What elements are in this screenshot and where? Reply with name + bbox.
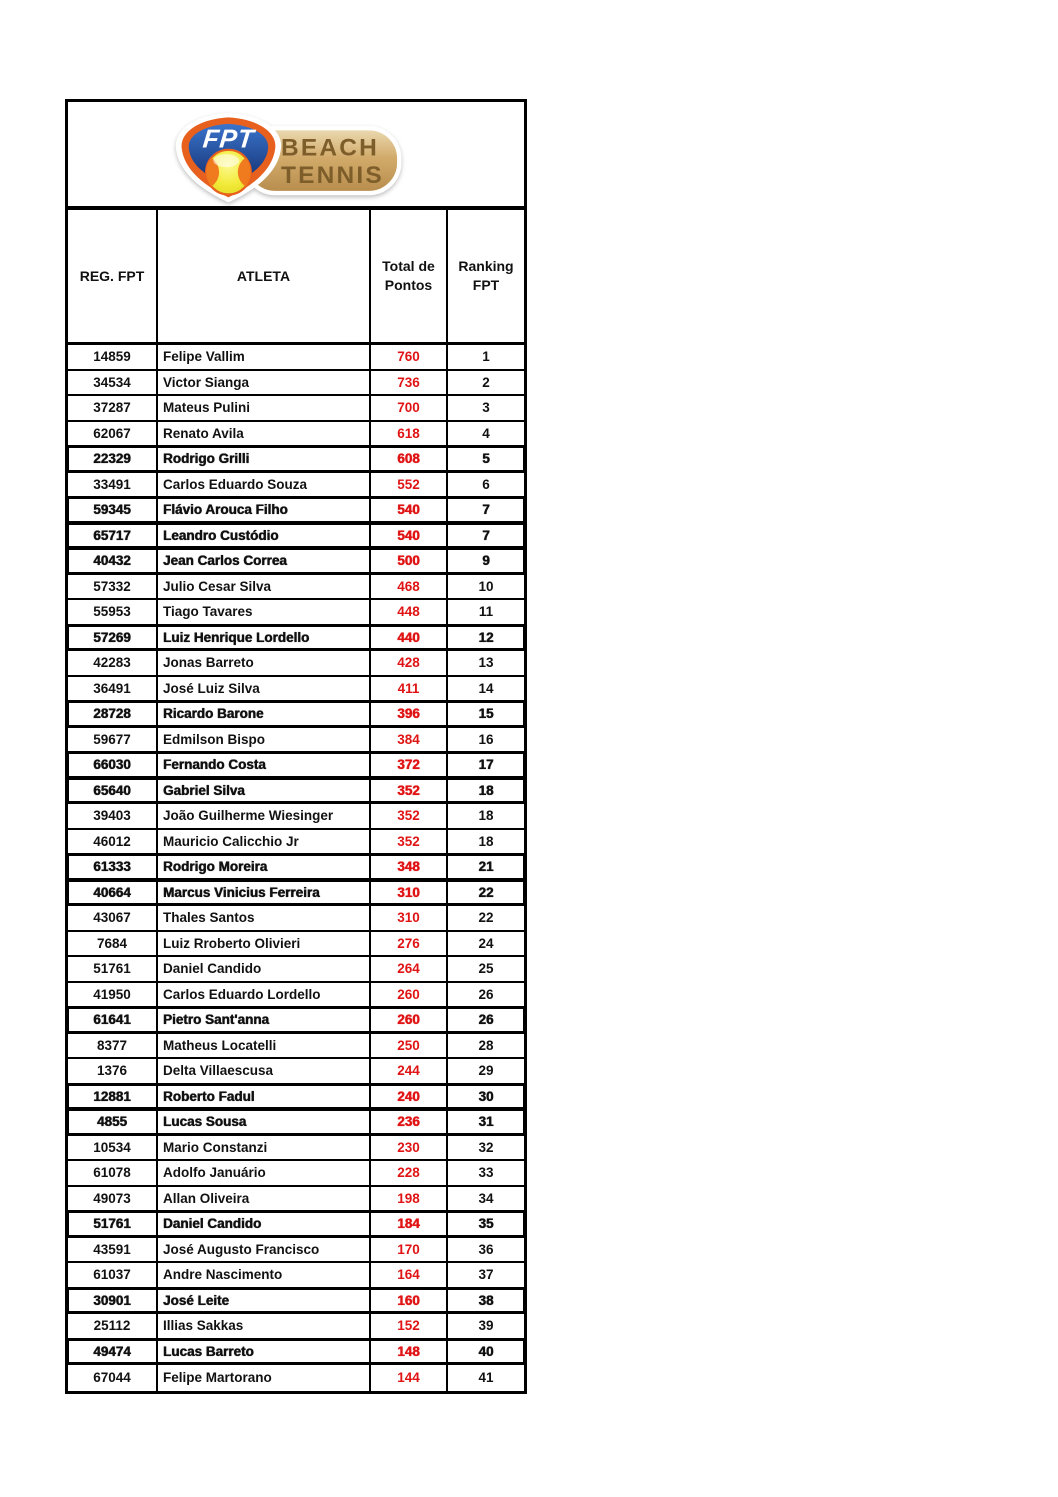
logo-tennis-label: TENNIS — [281, 161, 384, 189]
reg-cell: 59677 — [68, 728, 158, 752]
ranking-cell: 18 — [478, 833, 494, 849]
athlete-name-cell: Renato Avila — [158, 422, 371, 446]
athlete-name-cell: Delta Villaescusa — [158, 1059, 371, 1083]
table-row — [68, 1238, 524, 1264]
reg-cell: 42283 — [68, 651, 158, 675]
points-cell: 468 — [371, 575, 448, 599]
reg-cell: 61078 — [68, 1161, 158, 1185]
reg-cell: 55953 — [68, 600, 158, 624]
points-cell: 144 — [371, 1365, 448, 1391]
athlete-name-cell: Carlos Eduardo Lordello — [158, 983, 371, 1007]
ranking-cell: 10 — [478, 578, 494, 594]
points-cell: 500 — [371, 549, 448, 573]
athlete-name-cell: Flávio Arouca Filho — [158, 498, 371, 522]
points-cell: 250 — [371, 1034, 448, 1058]
ranking-cell: 17 — [478, 757, 494, 773]
table-row — [68, 932, 524, 958]
header-reg-fpt: REG. FPT — [68, 210, 158, 342]
athlete-name-cell: Felipe Martorano — [158, 1365, 371, 1391]
ranking-cell: 6 — [482, 476, 490, 492]
table-row — [68, 881, 524, 907]
reg-cell: 7684 — [68, 932, 158, 956]
reg-cell: 43591 — [68, 1238, 158, 1262]
points-cell: 198 — [371, 1187, 448, 1211]
athlete-name-cell: Felipe Vallim — [158, 345, 371, 369]
ranking-cell: 35 — [478, 1216, 494, 1232]
reg-cell: 61333 — [68, 855, 158, 879]
athlete-name-cell: Tiago Tavares — [158, 600, 371, 624]
ranking-cell: 41 — [478, 1370, 494, 1386]
table-row — [68, 1187, 524, 1213]
reg-cell: 40664 — [68, 881, 158, 905]
reg-cell: 67044 — [68, 1365, 158, 1391]
ranking-cell: 33 — [478, 1165, 494, 1181]
points-cell: 260 — [371, 1008, 448, 1032]
points-cell: 310 — [371, 906, 448, 930]
ranking-cell: 30 — [478, 1088, 494, 1104]
ranking-cell: 11 — [478, 604, 494, 620]
athlete-name-cell: Mario Constanzi — [158, 1136, 371, 1160]
points-cell: 608 — [371, 447, 448, 471]
points-cell: 540 — [371, 498, 448, 522]
table-row — [68, 1289, 524, 1315]
reg-cell: 41950 — [68, 983, 158, 1007]
reg-cell: 37287 — [68, 396, 158, 420]
reg-cell: 57332 — [68, 575, 158, 599]
ranking-cell: 7 — [482, 502, 490, 518]
reg-cell: 39403 — [68, 804, 158, 828]
table-row — [68, 906, 524, 932]
ranking-cell: 21 — [478, 859, 494, 875]
reg-cell: 46012 — [68, 830, 158, 854]
athlete-name-cell: Julio Cesar Silva — [158, 575, 371, 599]
table-row — [68, 1008, 524, 1034]
reg-cell: 1376 — [68, 1059, 158, 1083]
reg-cell: 51761 — [68, 1212, 158, 1236]
ranking-cell: 1 — [482, 349, 490, 365]
reg-cell: 65717 — [68, 524, 158, 548]
logo-beach-label: BEACH — [281, 134, 379, 162]
logo-box — [65, 99, 527, 210]
points-cell: 372 — [371, 753, 448, 777]
points-cell: 440 — [371, 626, 448, 650]
points-cell: 396 — [371, 702, 448, 726]
table-row — [68, 1136, 524, 1162]
ranking-cell: 24 — [478, 935, 494, 951]
header-total-pontos: Total de Pontos — [371, 210, 448, 342]
header-ranking-fpt: Ranking FPT — [458, 258, 514, 293]
athlete-name-cell: Pietro Sant'anna — [158, 1008, 371, 1032]
table-row — [68, 345, 524, 371]
reg-cell: 49073 — [68, 1187, 158, 1211]
athlete-name-cell: Roberto Fadul — [158, 1085, 371, 1109]
ranking-cell: 25 — [478, 961, 494, 977]
athlete-name-cell: Fernando Costa — [158, 753, 371, 777]
ranking-cell: 13 — [478, 655, 494, 671]
ranking-cell: 36 — [478, 1241, 494, 1257]
athlete-name-cell: Rodrigo Grilli — [158, 447, 371, 471]
points-cell: 160 — [371, 1289, 448, 1313]
table-row — [68, 651, 524, 677]
athlete-name-cell: João Guilherme Wiesinger — [158, 804, 371, 828]
table-row — [68, 983, 524, 1009]
points-cell: 228 — [371, 1161, 448, 1185]
table-row — [68, 702, 524, 728]
ranking-cell: 39 — [478, 1318, 494, 1334]
athlete-name-cell: Allan Oliveira — [158, 1187, 371, 1211]
points-cell: 384 — [371, 728, 448, 752]
table-row — [68, 1212, 524, 1238]
athlete-name-cell: Matheus Locatelli — [158, 1034, 371, 1058]
table-row — [68, 1085, 524, 1111]
table-row — [68, 626, 524, 652]
reg-cell: 14859 — [68, 345, 158, 369]
ranking-cell: 3 — [482, 400, 490, 416]
points-cell: 244 — [371, 1059, 448, 1083]
reg-cell: 62067 — [68, 422, 158, 446]
points-cell: 260 — [371, 983, 448, 1007]
table-row — [68, 1340, 524, 1366]
ranking-cell: 16 — [478, 731, 494, 747]
athlete-name-cell: Victor Sianga — [158, 371, 371, 395]
points-cell: 152 — [371, 1314, 448, 1338]
reg-cell: 30901 — [68, 1289, 158, 1313]
table-row — [68, 396, 524, 422]
athlete-name-cell: Daniel Candido — [158, 1212, 371, 1236]
athlete-name-cell: Luiz Rroberto Olivieri — [158, 932, 371, 956]
reg-cell: 28728 — [68, 702, 158, 726]
points-cell: 164 — [371, 1263, 448, 1287]
points-cell: 276 — [371, 932, 448, 956]
athlete-name-cell: Andre Nascimento — [158, 1263, 371, 1287]
athlete-name-cell: Jonas Barreto — [158, 651, 371, 675]
athlete-name-cell: Illias Sakkas — [158, 1314, 371, 1338]
athlete-name-cell: Carlos Eduardo Souza — [158, 473, 371, 497]
table-body — [65, 345, 527, 1394]
points-cell: 700 — [371, 396, 448, 420]
reg-cell: 8377 — [68, 1034, 158, 1058]
reg-cell: 4855 — [68, 1110, 158, 1134]
reg-cell: 61641 — [68, 1008, 158, 1032]
reg-cell: 59345 — [68, 498, 158, 522]
ranking-cell: 5 — [482, 451, 490, 467]
reg-cell: 61037 — [68, 1263, 158, 1287]
points-cell: 148 — [371, 1340, 448, 1364]
ranking-cell: 12 — [478, 629, 494, 645]
points-cell: 348 — [371, 855, 448, 879]
athlete-name-cell: Luiz Henrique Lordello — [158, 626, 371, 650]
points-cell: 552 — [371, 473, 448, 497]
athlete-name-cell: Mateus Pulini — [158, 396, 371, 420]
points-cell: 428 — [371, 651, 448, 675]
table-row — [68, 422, 524, 448]
table-row — [68, 600, 524, 626]
points-cell: 411 — [371, 677, 448, 701]
points-cell: 736 — [371, 371, 448, 395]
logo-fpt-label: FPT — [201, 123, 256, 154]
ranking-cell: 14 — [478, 680, 494, 696]
ranking-cell: 37 — [478, 1267, 494, 1283]
athlete-name-cell: Marcus Vinicius Ferreira — [158, 881, 371, 905]
ranking-cell: 22 — [478, 884, 494, 900]
table-row — [68, 1263, 524, 1289]
athlete-name-cell: Rodrigo Moreira — [158, 855, 371, 879]
fpt-beach-tennis-logo — [160, 110, 405, 204]
points-cell: 352 — [371, 830, 448, 854]
reg-cell: 51761 — [68, 957, 158, 981]
ranking-cell: 4 — [482, 425, 490, 441]
table-row — [68, 804, 524, 830]
table-row — [68, 728, 524, 754]
table-row — [68, 524, 524, 550]
table-row — [68, 473, 524, 499]
table-row — [68, 1034, 524, 1060]
table-row — [68, 1314, 524, 1340]
athlete-name-cell: José Leite — [158, 1289, 371, 1313]
points-cell: 240 — [371, 1085, 448, 1109]
table-row — [68, 957, 524, 983]
ranking-cell: 26 — [478, 986, 494, 1002]
athlete-name-cell: Lucas Sousa — [158, 1110, 371, 1134]
table-row — [68, 549, 524, 575]
reg-cell: 25112 — [68, 1314, 158, 1338]
athlete-name-cell: Edmilson Bispo — [158, 728, 371, 752]
table-row — [68, 575, 524, 601]
table-row — [68, 1161, 524, 1187]
ranking-cell: 28 — [478, 1037, 494, 1053]
ranking-cell: 22 — [478, 910, 494, 926]
ranking-cell: 31 — [478, 1114, 494, 1130]
athlete-name-cell: José Augusto Francisco — [158, 1238, 371, 1262]
reg-cell: 40432 — [68, 549, 158, 573]
points-cell: 264 — [371, 957, 448, 981]
reg-cell: 22329 — [68, 447, 158, 471]
athlete-name-cell: Daniel Candido — [158, 957, 371, 981]
table-row — [68, 498, 524, 524]
reg-cell: 12881 — [68, 1085, 158, 1109]
ranking-cell: 40 — [478, 1343, 494, 1359]
table-header-row — [65, 210, 527, 345]
table-row — [68, 1365, 524, 1391]
ranking-cell: 2 — [482, 374, 490, 390]
reg-cell: 65640 — [68, 779, 158, 803]
table-row — [68, 830, 524, 856]
table-row — [68, 855, 524, 881]
table-row — [68, 447, 524, 473]
points-cell: 236 — [371, 1110, 448, 1134]
athlete-name-cell: Ricardo Barone — [158, 702, 371, 726]
athlete-name-cell: José Luiz Silva — [158, 677, 371, 701]
ranking-cell: 32 — [478, 1139, 494, 1155]
athlete-name-cell: Thales Santos — [158, 906, 371, 930]
ranking-cell: 18 — [478, 808, 494, 824]
ranking-sheet — [65, 99, 527, 1394]
table-row — [68, 753, 524, 779]
athlete-name-cell: Mauricio Calicchio Jr — [158, 830, 371, 854]
points-cell: 352 — [371, 779, 448, 803]
ranking-cell: 15 — [478, 706, 494, 722]
ranking-cell: 38 — [478, 1292, 494, 1308]
athlete-name-cell: Gabriel Silva — [158, 779, 371, 803]
reg-cell: 43067 — [68, 906, 158, 930]
ranking-cell: 7 — [482, 527, 490, 543]
points-cell: 170 — [371, 1238, 448, 1262]
ranking-cell: 29 — [478, 1063, 494, 1079]
athlete-name-cell: Leandro Custódio — [158, 524, 371, 548]
points-cell: 448 — [371, 600, 448, 624]
reg-cell: 10534 — [68, 1136, 158, 1160]
ranking-cell: 34 — [478, 1190, 494, 1206]
header-atleta: ATLETA — [158, 210, 371, 342]
reg-cell: 36491 — [68, 677, 158, 701]
table-row — [68, 677, 524, 703]
athlete-name-cell: Jean Carlos Correa — [158, 549, 371, 573]
points-cell: 540 — [371, 524, 448, 548]
athlete-name-cell: Lucas Barreto — [158, 1340, 371, 1364]
table-row — [68, 1110, 524, 1136]
reg-cell: 66030 — [68, 753, 158, 777]
points-cell: 184 — [371, 1212, 448, 1236]
table-row — [68, 1059, 524, 1085]
reg-cell: 34534 — [68, 371, 158, 395]
athlete-name-cell: Adolfo Januário — [158, 1161, 371, 1185]
ranking-cell: 26 — [478, 1012, 494, 1028]
points-cell: 230 — [371, 1136, 448, 1160]
reg-cell: 57269 — [68, 626, 158, 650]
ranking-cell: 9 — [482, 553, 490, 569]
reg-cell: 49474 — [68, 1340, 158, 1364]
points-cell: 760 — [371, 345, 448, 369]
table-row — [68, 371, 524, 397]
points-cell: 618 — [371, 422, 448, 446]
reg-cell: 33491 — [68, 473, 158, 497]
table-row — [68, 779, 524, 805]
ranking-cell: 18 — [478, 782, 494, 798]
points-cell: 310 — [371, 881, 448, 905]
logo-graphic — [160, 110, 405, 204]
points-cell: 352 — [371, 804, 448, 828]
